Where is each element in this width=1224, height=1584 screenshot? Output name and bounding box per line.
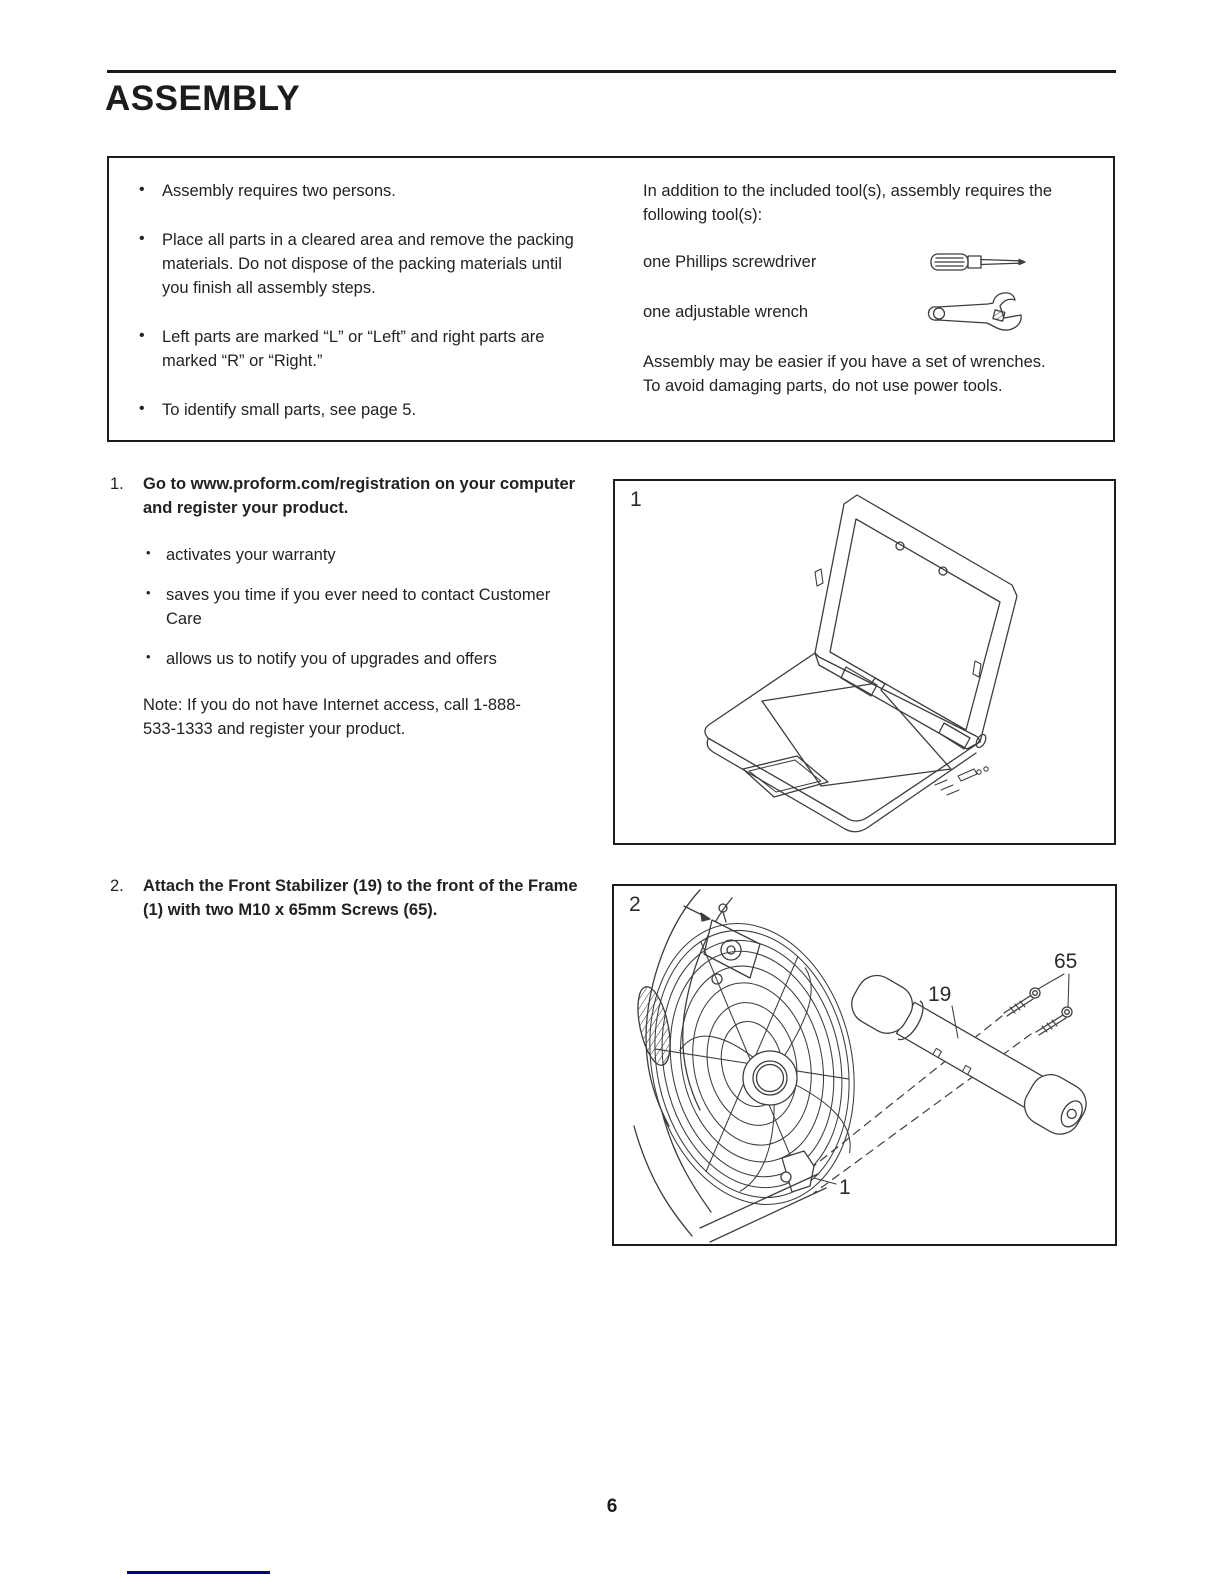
title-rule: [107, 70, 1116, 73]
tool-row: [643, 290, 1035, 334]
page-number: 6: [606, 1496, 618, 1517]
step-1-content: [143, 472, 595, 741]
step-2: [110, 874, 595, 945]
step-bullet: • allows us to notify you of upgrades and offers: [143, 647, 574, 671]
step-number: 2.: [110, 877, 124, 895]
step-bullet: • saves you time if you ever need to contact Customer Care: [143, 583, 574, 631]
footer-accent-line: [127, 1571, 270, 1574]
step-heading: Attach the Front Stabilizer (19) to the front of the Frame (1) with two M10 x 65mm Screws (65).: [143, 877, 578, 919]
notes-left-column: [136, 179, 576, 447]
callout-19: 19: [928, 983, 952, 1006]
laptop-illustration: [615, 481, 1114, 843]
assembly-notes-box: [107, 156, 1115, 442]
notes-right-column: [643, 179, 1063, 398]
callout-65: 65: [1054, 950, 1078, 973]
notes-bullet: • Place all parts in a cleared area and remove the packing materials. Do not dispose of the packing materials until you finish all assembly steps.: [136, 228, 576, 300]
figure-2-box: [612, 884, 1117, 1246]
figure-1-box: [613, 479, 1116, 845]
phillips-screwdriver-icon: [929, 250, 1035, 274]
tool-label: one adjustable wrench: [643, 303, 809, 321]
tool-label: one Phillips screwdriver: [643, 253, 817, 271]
step-note: Note: If you do not have Internet access, call 1-888-533-1333 and register your product.: [143, 696, 521, 738]
callout-1: 1: [839, 1176, 851, 1199]
step-heading: Go to www.proform.com/registration on your computer and register your product.: [143, 475, 576, 517]
notes-bullet: • Assembly requires two persons.: [136, 179, 576, 203]
figure-1-label: 1: [630, 488, 642, 511]
step-2-content: [143, 874, 595, 922]
step-1: [110, 472, 595, 758]
figure-2-label: 2: [629, 893, 641, 916]
step-number: 1.: [110, 475, 124, 493]
adjustable-wrench-icon: [925, 290, 1035, 334]
page-title: ASSEMBLY: [105, 79, 301, 118]
step-bullet: • activates your warranty: [143, 543, 574, 567]
tools-intro: In addition to the included tool(s), assembly requires the following tool(s):: [643, 182, 1053, 224]
notes-bullet-list: [136, 179, 576, 422]
notes-bullet: • Left parts are marked “L” or “Left” and right parts are marked “R” or “Right.”: [136, 325, 576, 373]
step-bullet-list: [143, 543, 595, 671]
stabilizer-illustration: [614, 886, 1115, 1244]
tools-note: Assembly may be easier if you have a set of wrenches. To avoid damaging parts, do not use power tools.: [643, 353, 1046, 395]
tool-row: [643, 250, 1035, 274]
notes-bullet: • To identify small parts, see page 5.: [136, 398, 576, 422]
